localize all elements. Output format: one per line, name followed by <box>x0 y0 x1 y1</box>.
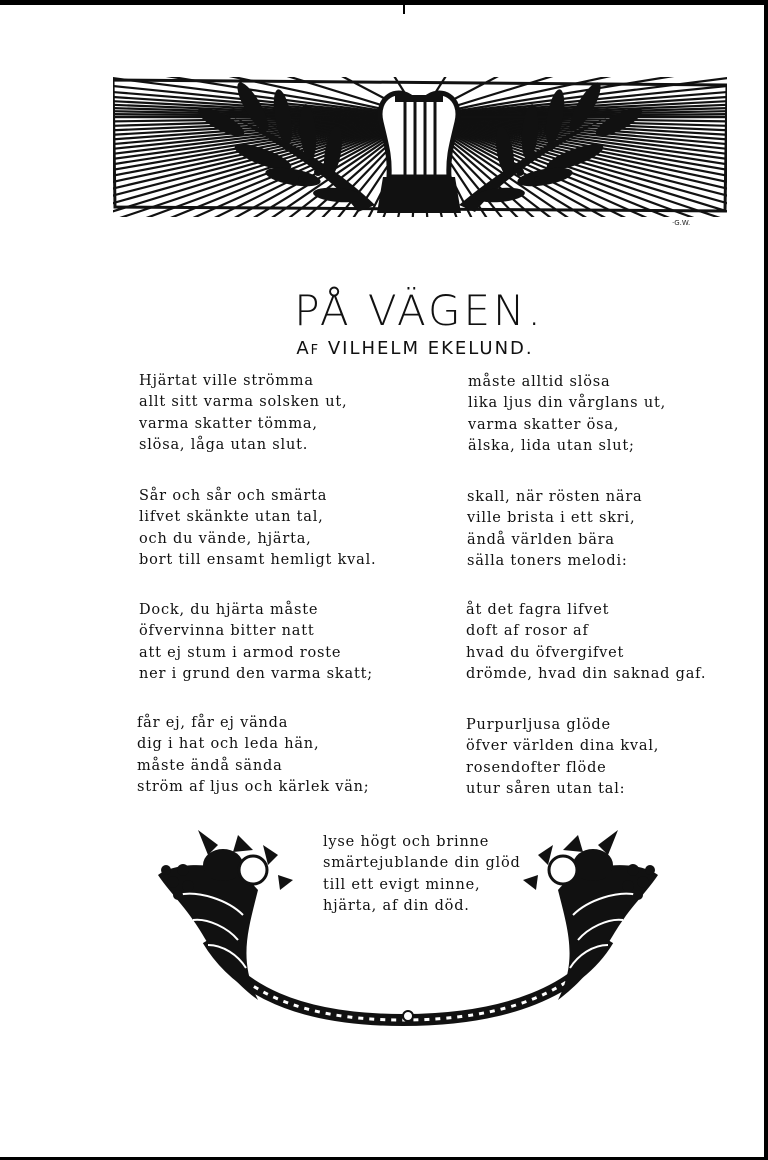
verse-line: drömde, hvad din saknad gaf. <box>466 665 707 682</box>
verse-line: ville brista i ett skri, <box>467 510 636 527</box>
verse-line: Dock, du hjärta måste <box>139 602 319 618</box>
verse-line: hvad du öfvergifvet <box>466 644 625 661</box>
verse-line: varma skatter tömma, <box>139 415 318 432</box>
verse-line: bort till ensamt hemligt kval. <box>139 551 377 568</box>
illustrator-monogram: ·G.W. <box>672 219 691 227</box>
stanza-3 <box>139 600 373 685</box>
verse-line: smärtejublande din glöd <box>323 855 521 872</box>
verse-line: Sår och sår och smärta <box>139 488 328 504</box>
verse-line: måste ändå sända <box>137 757 283 774</box>
verse-line: måste alltid slösa <box>468 374 611 390</box>
stanza-2 <box>139 486 376 571</box>
stanza-4 <box>137 713 369 798</box>
verse-line: åt det fagra lifvet <box>466 602 610 618</box>
verse-line: får ej, får ej vända <box>137 715 289 731</box>
verse-line: Purpurljusa glöde <box>466 717 611 733</box>
stanza-1 <box>139 371 347 456</box>
verse-line: ström af ljus och kärlek vän; <box>137 778 370 795</box>
verse-line: sälla toners melodi: <box>467 552 628 569</box>
stanza-5 <box>468 372 666 457</box>
stanza-9 <box>323 832 521 917</box>
verse-line: slösa, låga utan slut. <box>139 436 309 453</box>
page-edge-tick <box>403 0 405 14</box>
verse-line: skall, när rösten nära <box>467 489 643 505</box>
stanza-7 <box>466 600 706 685</box>
verse-line: varma skatter ösa, <box>468 416 620 433</box>
verse-line: ner i grund den varma skatt; <box>139 665 373 682</box>
verse-line: att ej stum i armod roste <box>139 644 342 661</box>
verse-line: lyse högt och brinne <box>323 834 490 850</box>
poem-title: PÅ VÄGEN. <box>294 286 544 335</box>
verse-line: doft af rosor af <box>466 623 589 640</box>
page-right-edge <box>764 0 768 1160</box>
verse-line: öfver världen dina kval, <box>466 738 660 755</box>
verse-line: älska, lida utan slut; <box>468 437 635 454</box>
verse-line: till ett evigt minne, <box>323 876 481 893</box>
verse-line: lika ljus din vårglans ut, <box>468 395 666 412</box>
page-top-edge <box>0 0 768 5</box>
verse-line: hjärta, af din död. <box>323 897 470 914</box>
verse-line: utur såren utan tal: <box>466 780 626 797</box>
verse-line: Hjärtat ville strömma <box>139 373 314 389</box>
lyre-laurel-header-icon <box>113 77 727 217</box>
verse-line: och du vände, hjärta, <box>139 530 312 547</box>
stanza-6 <box>467 487 643 572</box>
poem-byline: Af VILHELM EKELUND. <box>296 338 534 359</box>
verse-line: rosendofter flöde <box>466 759 607 776</box>
verse-line: ändå världen bära <box>467 531 615 548</box>
verse-line: dig i hat och leda hän, <box>137 736 320 753</box>
verse-line: öfvervinna bitter natt <box>139 623 315 640</box>
stanza-8 <box>466 715 659 800</box>
verse-line: lifvet skänkte utan tal, <box>139 509 324 526</box>
verse-line: allt sitt varma solsken ut, <box>139 394 348 411</box>
